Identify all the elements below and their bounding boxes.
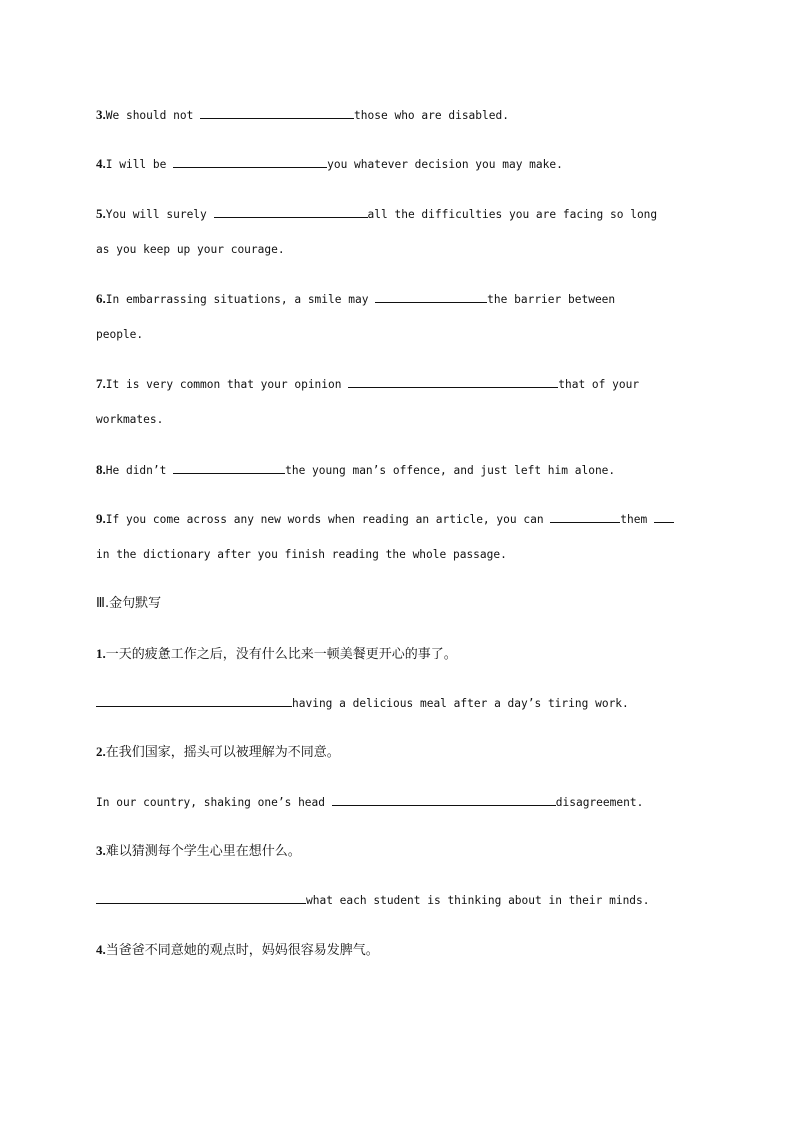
answer-blank[interactable]: [96, 695, 292, 707]
fill-in-item-3: [96, 107, 509, 123]
section-heading: Ⅲ.金句默写: [96, 596, 162, 611]
sentence-before: It is very common that your opinion: [105, 378, 349, 391]
answer-blank-2[interactable]: [654, 511, 674, 523]
item-number: 2.: [96, 744, 106, 759]
fill-in-item-4: [96, 156, 563, 172]
answer-blank[interactable]: [332, 794, 556, 806]
item-number: 9.: [96, 511, 106, 526]
fill-in-item-8: [96, 462, 615, 478]
translation-item-1-prompt: [96, 646, 457, 662]
sentence-before: In our country, shaking one’s head: [96, 796, 332, 809]
sentence-after: the young man’s offence, and just left him alone.: [285, 464, 616, 477]
sentence-after: the barrier between: [487, 293, 616, 306]
answer-blank-1[interactable]: [550, 511, 620, 523]
item-number: 3.: [96, 107, 106, 122]
sentence-continuation: in the dictionary after you finish reading the whole passage.: [96, 548, 507, 561]
sentence-before: You will surely: [105, 208, 214, 221]
sentence-after: having a delicious meal after a day’s tiring work.: [292, 697, 629, 710]
translation-item-3-prompt: [96, 843, 301, 859]
item-number: 5.: [96, 206, 106, 221]
fill-in-item-6: [96, 291, 615, 307]
sentence-after: you whatever decision you may make.: [327, 158, 563, 171]
chinese-prompt: 当爸爸不同意她的观点时，妈妈很容易发脾气。: [105, 943, 379, 958]
item-number: 7.: [96, 376, 106, 391]
sentence-continuation: as you keep up your courage.: [96, 243, 285, 256]
sentence-after: all the difficulties you are facing so long: [367, 208, 658, 221]
chinese-prompt: 一天的疲惫工作之后，没有什么比来一顿美餐更开心的事了。: [105, 647, 457, 662]
translation-item-4-prompt: [96, 942, 379, 958]
item-number: 4.: [96, 942, 106, 957]
sentence-after: disagreement.: [555, 796, 644, 809]
item-number: 3.: [96, 843, 106, 858]
fill-in-item-9-continuation: [96, 547, 507, 563]
item-number: 4.: [96, 156, 106, 171]
sentence-after: those who are disabled.: [354, 109, 509, 122]
answer-blank[interactable]: [96, 892, 306, 904]
fill-in-item-7: [96, 376, 639, 392]
sentence-before: He didn’t: [105, 464, 174, 477]
sentence-before: If you come across any new words when reading an article, you can: [105, 513, 551, 526]
fill-in-item-5: [96, 206, 657, 222]
sentence-after: what each student is thinking about in their minds.: [306, 894, 650, 907]
answer-blank[interactable]: [214, 206, 368, 218]
chinese-prompt: 难以猜测每个学生心里在想什么。: [105, 844, 301, 859]
translation-item-2-prompt: [96, 744, 340, 760]
answer-blank[interactable]: [173, 462, 285, 474]
fill-in-item-6-continuation: [96, 327, 143, 343]
translation-item-2-answer: [96, 794, 643, 810]
translation-item-1-answer: [96, 695, 629, 711]
translation-item-3-answer: [96, 892, 650, 908]
item-number: 1.: [96, 646, 106, 661]
item-number: 6.: [96, 291, 106, 306]
answer-blank[interactable]: [200, 107, 354, 119]
sentence-after: that of your: [558, 378, 640, 391]
answer-blank[interactable]: [173, 156, 327, 168]
fill-in-item-9: [96, 511, 674, 527]
fill-in-item-5-continuation: [96, 242, 285, 258]
chinese-prompt: 在我们国家，摇头可以被理解为不同意。: [105, 745, 340, 760]
answer-blank[interactable]: [375, 291, 487, 303]
sentence-continuation: people.: [96, 328, 144, 341]
answer-blank[interactable]: [348, 376, 558, 388]
fill-in-item-7-continuation: [96, 412, 163, 428]
sentence-middle: them: [620, 513, 654, 526]
sentence-before: In embarrassing situations, a smile may: [105, 293, 376, 306]
sentence-before: I will be: [105, 158, 174, 171]
sentence-continuation: workmates.: [96, 413, 164, 426]
item-number: 8.: [96, 462, 106, 477]
sentence-before: We should not: [105, 109, 201, 122]
